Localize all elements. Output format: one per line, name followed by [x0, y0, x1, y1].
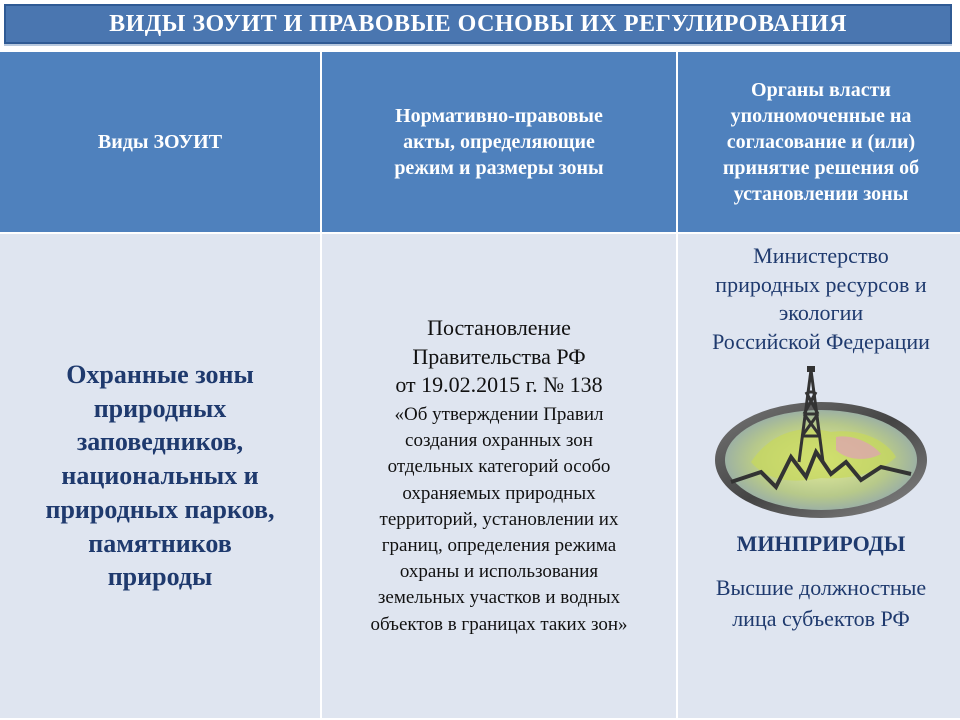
act-title: Постановление Правительства РФ от 19.02.2015 г. № 138 — [395, 315, 603, 398]
cell-legal-act — [322, 234, 676, 718]
ministry-abbreviation: МИНПРИРОДЫ — [736, 531, 906, 557]
page-title: ВИДЫ ЗОУИТ И ПРАВОВЫЕ ОСНОВЫ ИХ РЕГУЛИРОВАНИЯ — [4, 4, 952, 44]
ministry-logo-icon — [711, 362, 931, 527]
zouit-table — [0, 52, 960, 720]
header-legal-acts: Нормативно-правовые акты, определяющие режим и размеры зоны — [322, 52, 676, 232]
ministry-name: Министерство природных ресурсов и экологии Российской Федерации — [712, 243, 930, 354]
cell-authorities — [678, 234, 960, 718]
regional-officials: Высшие должностные лица субъектов РФ — [715, 575, 927, 632]
header-types: Виды ЗОУИТ — [0, 52, 320, 232]
act-description: «Об утверждении Правил создания охранных зон отдельных категорий особо охраняемых природных территорий, установлении их границ, определения режима охраны и использования земельных участков и водных объектов в границах таких зон» — [370, 403, 628, 635]
header-authorities: Органы власти уполномоченные на согласование и (или) принятие решения об установлении зоны — [678, 52, 960, 232]
cell-zone-type: Охранные зоны природных заповедников, национальных и природных парков, памятников природы — [0, 234, 320, 718]
